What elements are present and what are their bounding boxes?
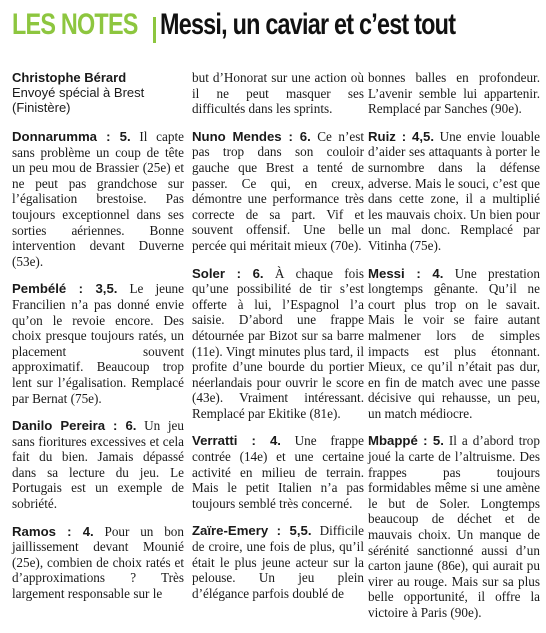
section-kicker: LES NOTES <box>12 8 138 41</box>
player-rating: Ramos : 4. <box>12 523 94 539</box>
rating-text: Il capte sans problème un coup de tête un peu mou de Brassier (25e) et ne peut pas grandchose sur l’égalisation brestoise. Pas toujours exceptionnel dans ses sorties aériennes. Bonne intervention devant Duverne (53e). <box>12 129 184 269</box>
player-rating: Pembélé : 3,5. <box>12 281 118 297</box>
rating-messi <box>368 266 540 422</box>
player-rating: Messi : 4. <box>368 265 444 281</box>
rating-verratti <box>192 433 364 511</box>
rating-ramos-continued <box>192 70 364 117</box>
rating-mbappe <box>368 433 540 620</box>
rating-pembele <box>12 281 184 406</box>
rating-text: bonnes balles en profondeur. L’avenir semble lui appartenir. Remplacé par Sanches (90e). <box>368 70 540 117</box>
rating-text: À chaque fois qu’une possibilité de tir s’est offerte à lui, l’Espagnol l’a saisie. D’abord une frappe détournée par Bizot sur sa barre (11e). Vingt minutes plus tard, il profite d’une bourde du portier néerlandais pour ouvrir le score (43e). Vraiment intéressant. Remplacé par Ekitike (81e). <box>192 265 364 421</box>
player-rating: Danilo Pereira : 6. <box>12 418 137 434</box>
byline <box>12 70 184 115</box>
rating-ramos <box>12 524 184 602</box>
rating-text: Une prestation longtemps gênante. Qu’il ne court plus trop on le savait. Mais le voir se faire autant malmener lors de simples impacts est plus étonnant. Mieux, ce qu’il n’était pas dur, en fin de match avec une passe décisive qui rehausse, un peu, un match médiocre. <box>368 265 540 421</box>
rating-text: Un jeu sans fioritures excessives et cela fait du bien. Jamais dépassé dans sa lecture du jeu. Le Portugais est un exemple de sobriété. <box>12 418 184 512</box>
player-rating: Verratti : 4. <box>192 433 281 449</box>
rating-danilo-pereira <box>12 418 184 512</box>
rating-nuno-mendes <box>192 129 364 254</box>
article-headline: Messi, un caviar et c’est tout <box>160 8 456 41</box>
rating-text: Le jeune Francilien n’a pas donné envie qu’on le revoie encore. Des choix presque toujours ratés, un placement souvent approximatif. Beaucoup trop lent sur l’égalisation. Remplacé par Bernat (75e). <box>12 281 184 406</box>
rating-text: but d’Honorat sur une action où il ne peut masquer ses difficultés dans les sprints. <box>192 70 364 117</box>
rating-text: Une frappe contrée (14e) et une certaine activité en milieu de terrain. Mais le petit Italien n’a pas toujours semblé très concerné. <box>192 433 364 511</box>
rating-zaire-emery <box>192 523 364 601</box>
rating-text: Difficile de croire, une fois de plus, qu’il était le plus jeune acteur sur la pelouse. Un jeu plein d’élégance parfois doublé de <box>192 523 364 601</box>
rating-text: Ce n’est pas trop dans son couloir gauche que Brest a tenté de passer. Ce qui, en creux, démontre une performance très correcte de sa part. Vif et souvent offensif. Une belle percée qui méritait mieux (70e). <box>192 128 364 253</box>
player-rating: Nuno Mendes : 6. <box>192 128 311 144</box>
column-2 <box>192 70 364 613</box>
column-1 <box>12 70 184 614</box>
player-rating: Soler : 6. <box>192 265 264 281</box>
rating-ruiz <box>368 129 540 254</box>
header-separator <box>153 17 156 43</box>
article-header <box>12 8 538 54</box>
player-rating: Zaïre-Emery : 5,5. <box>192 523 312 539</box>
player-rating: Ruiz : 4,5. <box>368 128 435 144</box>
column-3 <box>368 70 540 633</box>
rating-text: Pour un bon jaillissement devant Mounié (25e), combien de choix ratés et d’approximations ? Très largement responsable sur le <box>12 523 184 602</box>
rating-soler <box>192 266 364 422</box>
byline-location: (Finistère) <box>12 100 71 115</box>
rating-text: Une envie louable d’aider ses attaquants à porter le surnombre dans la défense adverse. Mais le souci, c’est que dans cette zone, il a multiplié les mauvais choix. Un bien pour un mal donc. Remplacé par Vitinha (75e). <box>368 128 540 253</box>
player-rating: Donnarumma : 5. <box>12 129 131 144</box>
player-rating: Mbappé : 5. <box>368 433 444 449</box>
byline-author: Christophe Bérard <box>12 70 127 85</box>
rating-donnarumma <box>12 129 184 269</box>
rating-zaire-emery-continued <box>368 70 540 117</box>
rating-text: Il a d’abord trop joué la carte de l’altruisme. Des frappes pas toujours formidables même si une amène le but de Soler. Longtemps beaucoup de déchet et de mauvais choix. Un manque de sérénité sanctionné aussi d’un carton jaune (86e), qui aurait pu virer au rouge. Mais sur sa plus belle opportunité, il offre la victoire à Paris (90e). <box>368 433 540 620</box>
byline-role: Envoyé spécial à Brest <box>12 85 145 100</box>
